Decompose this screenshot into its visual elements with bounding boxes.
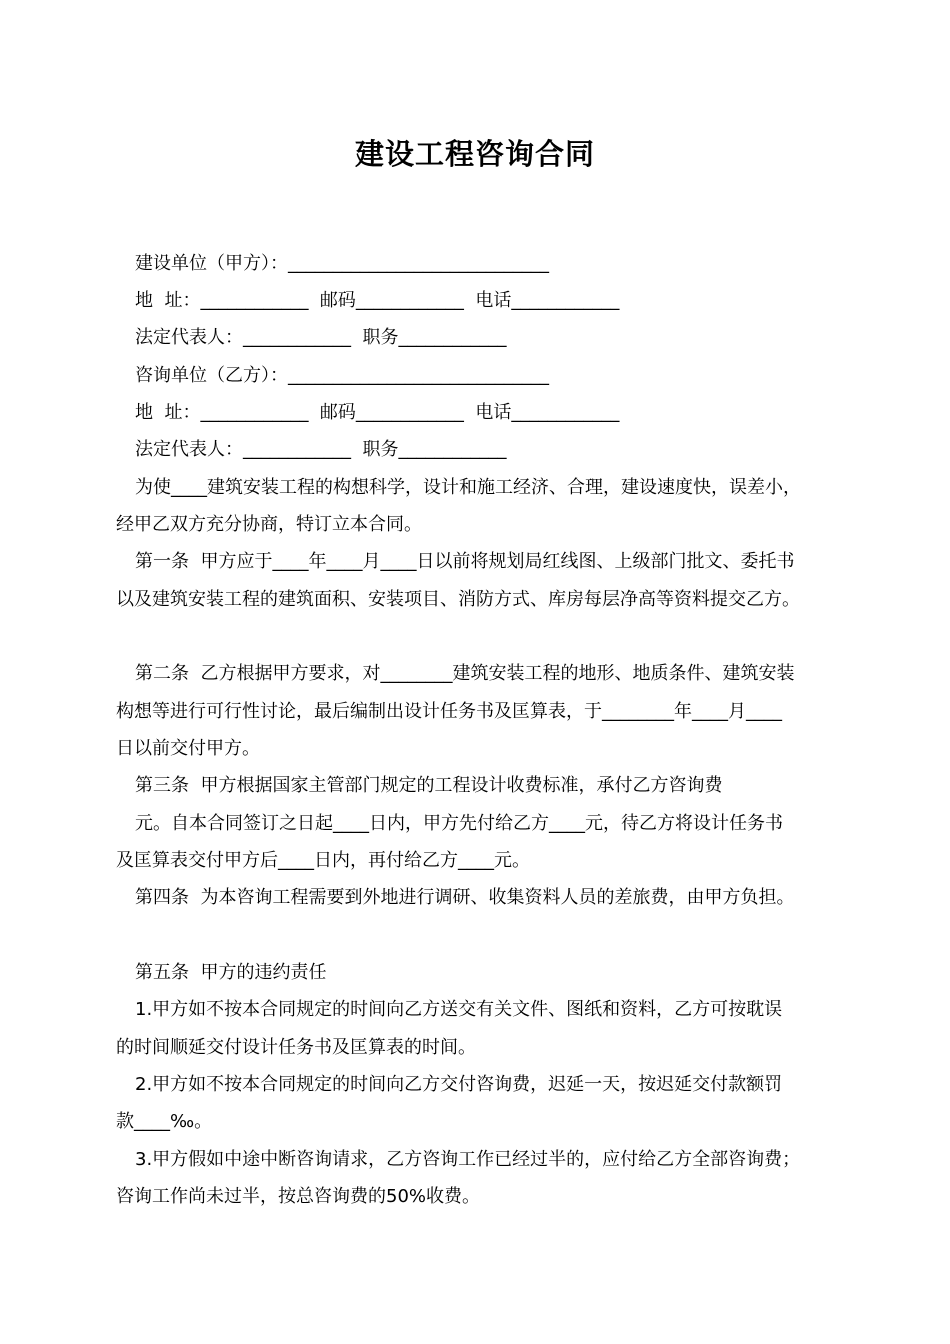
article-5-item-3-line-1: 3.甲方假如中途中断咨询请求，乙方咨询工作已经过半的，应付给乙方全部咨询费； <box>135 1149 801 1170</box>
article-5-item-2-line-2: 款____‰。 <box>116 1111 213 1132</box>
article-1-line-2: 以及建筑安装工程的建筑面积、安装项目、消防方式、库房每层净高等资料提交乙方。 <box>116 589 800 610</box>
party-a-representative-line: 法定代表人：____________ 职务____________ <box>135 327 507 348</box>
article-5-item-1-line-2: 的时间顺延交付设计任务书及匡算表的时间。 <box>116 1037 476 1058</box>
party-b-representative-line: 法定代表人：____________ 职务____________ <box>135 439 507 460</box>
party-b-address-line: 地 址：____________ 邮码____________ 电话____________ <box>135 402 620 423</box>
article-2-line-3: 日以前交付甲方。 <box>116 738 260 759</box>
article-5-item-2-line-1: 2.甲方如不按本合同规定的时间向乙方交付咨询费，迟延一天，按迟延交付款额罚 <box>135 1074 783 1095</box>
preamble-line-2: 经甲乙双方充分协商，特订立本合同。 <box>116 514 422 535</box>
preamble-line-1: 为使____建筑安装工程的构想科学，设计和施工经济、合理，建设速度快，误差小， <box>135 477 801 498</box>
article-4-line-1: 第四条 为本咨询工程需要到外地进行调研、收集资料人员的差旅费，由甲方负担。 <box>135 887 795 908</box>
party-b-name-line: 咨询单位（乙方）：_____________________________ <box>135 365 549 386</box>
party-a-address-line: 地 址：____________ 邮码____________ 电话____________ <box>135 290 620 311</box>
article-5-item-1-line-1: 1.甲方如不按本合同规定的时间向乙方送交有关文件、图纸和资料，乙方可按耽误 <box>135 999 783 1020</box>
article-5-item-3-line-2: 咨询工作尚未过半，按总咨询费的50%收费。 <box>116 1186 481 1207</box>
party-a-name-line: 建设单位（甲方）：_____________________________ <box>135 253 549 274</box>
article-2-line-2: 构想等进行可行性讨论，最后编制出设计任务书及匡算表，于________年____月____ <box>116 701 782 722</box>
article-3-line-3: 及匡算表交付甲方后____日内，再付给乙方____元。 <box>116 850 530 871</box>
article-2-line-1: 第二条 乙方根据甲方要求，对________建筑安装工程的地形、地质条件、建筑安装 <box>135 663 795 684</box>
article-3-line-2: 元。自本合同签订之日起____日内，甲方先付给乙方____元，待乙方将设计任务书 <box>135 813 783 834</box>
article-5-heading: 第五条 甲方的违约责任 <box>135 962 327 983</box>
article-1-line-1: 第一条 甲方应于____年____月____日以前将规划局红线图、上级部门批文、委托书 <box>135 551 795 572</box>
document-title: 建设工程咨询合同 <box>354 137 595 171</box>
article-3-line-1: 第三条 甲方根据国家主管部门规定的工程设计收费标准，承付乙方咨询费 <box>135 775 723 796</box>
